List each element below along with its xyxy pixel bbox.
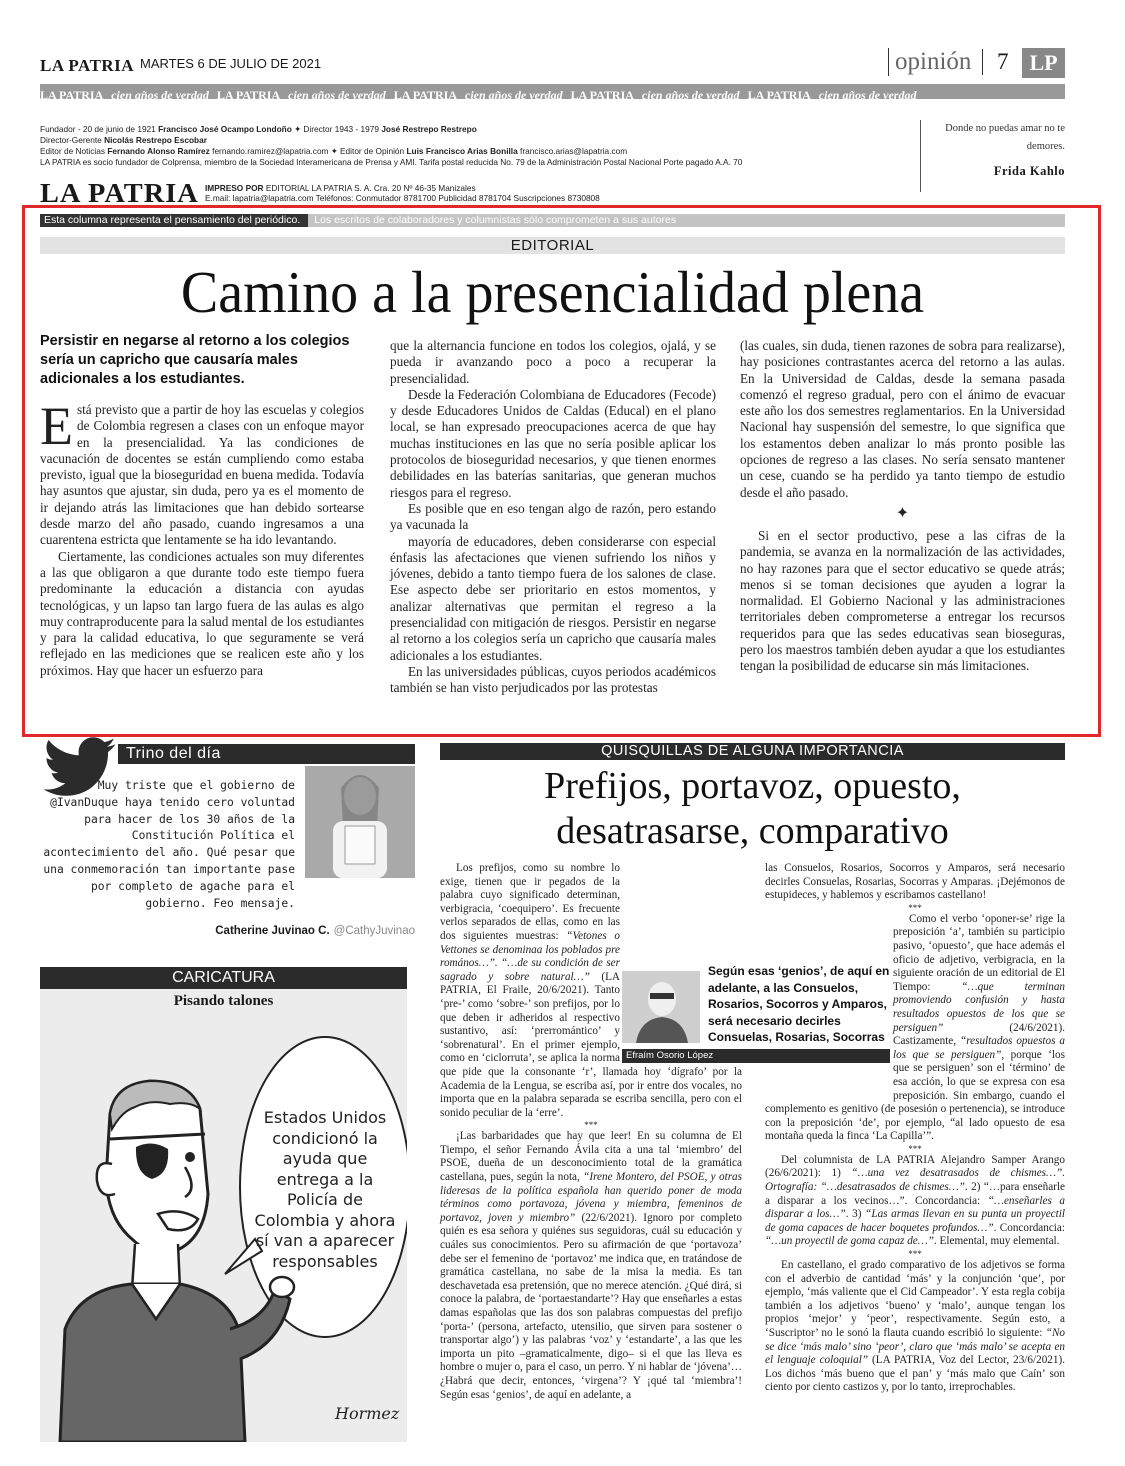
- tweet-author-name: Catherine Juvinao C.: [215, 925, 330, 937]
- editorial-deck: Persistir en negarse al retorno a los colegios sería un capricho que causaría males adicionales a los estudiantes.: [40, 333, 350, 387]
- column-paragraph: Los prefijos, como su nombre lo exige, tienen que ir pegados de la palabra cuyo significado determinan, verbigracia, ‘coequipero’. Es frecuente verlos separados de ellas, como en las dos siguientes muestras: “Vetones o Vettones se denominaa los poblados pre romános…”. “…de su condición de ser sagrado y sobre natural…” (LA PATRIA, El Fraile, 20/6/2021). Tanto ‘pre-’ como ‘sobre-’ son prefijos, por lo que deben ir adheridos al respectivo sustantivo, así: ‘prerromántico’ y ‘sobrenatural’. En el primer ejemplo, como en ‘ciclorruta’, se aplica la norma que pide que la consonante ‘r’, llamada hoy ‘dígrafo’ por la Academia de la Lengua, se escriba así, por ir entre dos vocales, no importa que en la palabra separada se escriba sencilla, pero con el sonido peculiar de la ‘erre’.: [440, 862, 742, 1119]
- column-paragraph: Del columnista de LA PATRIA Alejandro Samper Arango (26/6/2021): 1) “…una vez desatrasados de chismes…”. Ortografía: “…desatrasados de chismes…”. 2) “…para enseñarle a disparar a los vecinos…”. Concordancia: “…enseñarles a disparar a los…”. 3) “Las armas llevan en su punta un proyectil de goma capaces de hacer boquetes profundos…”. Concordancia: “…un proyectil de goma capaz de…”. Elemental, muy elemental.: [765, 1153, 1065, 1248]
- caricature-header: CARICATURA: [40, 967, 407, 989]
- column-paragraph: En castellano, el grado comparativo de los adjetivos se forma con el adverbio de cantidad ‘más’ y la conjunción ‘que’, por ejemplo, ‘más valiente que el Cid Campeador’. Y esta regla cobija también a los adjetivos ‘bueno’ y ‘malo’, aunque tengan los propios ‘mejor’ y ‘peor’, respectivamente. Según esto, a ‘Suscriptor’ no le sonó la flauta cuando escribió lo siguiente: “No se dice ‘más malo’ sino ‘peor’, claro que ‘más malo’ se acepta en el lenguaje coloquial” (LA PATRIA, Voz del Lector, 23/6/2021). Los dichos ‘más bueno que el pan’ y ‘más malo que Caín’ son ciento por ciento castizos y, por lo tanto, irreprochables.: [765, 1259, 1065, 1394]
- masthead: [40, 48, 1065, 84]
- quote-text: Donde no puedas amar no te demores.: [945, 123, 1065, 152]
- section-separator: ***: [908, 1249, 922, 1260]
- disclaimer-right: Los escritos de colaboradores y columnistas sólo comprometen a sus autores: [314, 214, 677, 226]
- section-separator: ***: [908, 902, 922, 913]
- column-title-line: Prefijos, portavoz, opuesto,: [544, 765, 961, 807]
- staff-credits: Fundador - 20 de junio de 1921 Francisco José Ocampo Londoño ✦ Director 1943 - 1979 José Restrepo Restrepo Director-Gerente Nicolás Restrepo Escobar Editor de Noticias Fernando Alonso Ramírez fernando.ramirez@lapatria.com ✦ Editor de Opinión Luis Francisco Arias Bonilla francisco.arias@lapatria.com LA PATRIA es socio fundador de Colprensa, miembro de la Sociedad Interamericana de Prensa y AMI. Tarifa postal reducida No. 79 de la Administración Postal Nacional Porte pagado A.A. 70: [40, 124, 743, 167]
- column-title: [440, 764, 1065, 854]
- tagline-motto: cien años de verdad: [288, 88, 386, 99]
- editorial-paragraph: Está previsto que a partir de hoy las escuelas y colegios de Colombia regresen a clases con un enfoque mayor en la presencialidad. Ya las condiciones de vacunación de docentes se están cumpliendo como estaba previsto, igual que la bioseguridad en buena medida. Todavía hay asuntos que ajustar, sin duda, pero ya es el momento de ir dejando atrás las limitaciones que han debido sortearse desde marzo del año pasado, cuando ingresamos a una cuarentena estricta que lentamente se ha ido levantando.: [40, 396, 364, 548]
- editorial-title: Camino a la presencialidad plena: [180, 260, 925, 326]
- editorial-column-2: [390, 338, 716, 697]
- lp-badge: LP: [1022, 48, 1065, 78]
- editorial-column-1: [40, 332, 364, 679]
- section-separator: ***: [584, 1120, 598, 1131]
- editorial-paragraph: Desde la Federación Colombiana de Educadores (Fecode) y desde Educadores Unidos de Caldas (Educal) en el plano local, se han expresado preocupaciones acerca de que hay muchas instituciones en las que no sería posible aplicar los protocolos de bioseguridad necesarios, y que tienen enormes debilidades en las baterías sanitarias, que generan muchos riesgos para el regreso.: [390, 386, 716, 500]
- tagline-logo: LA PATRIA: [216, 88, 281, 99]
- column-header: QUISQUILLAS DE ALGUNA IMPORTANCIA: [440, 743, 1065, 760]
- tagline-logo: LA PATRIA: [570, 88, 634, 99]
- section-separator: ***: [908, 1143, 922, 1154]
- quote-author: Frida Kahlo: [993, 164, 1065, 178]
- author-photo: [622, 971, 700, 1043]
- column-title-line: desatrasarse, comparativo: [556, 810, 949, 852]
- pull-quote-spacer: [765, 983, 893, 1093]
- page-number: 7: [982, 49, 1009, 75]
- tagline-motto: cien años de verdad: [641, 88, 740, 99]
- editorial-paragraph: Es posible que en eso tengan algo de razón, pero estando ya vacunada la: [390, 500, 716, 533]
- tagline-motto: cien años de verdad: [818, 88, 917, 99]
- imprint-logo: LA PATRIA: [40, 178, 199, 208]
- editorial-paragraph: mayoría de educadores, deben considerarse con especial énfasis las afectaciones que vienen sufriendo los niños y jóvenes, debido a tanto tiempo fuera de los salones de clase. Ese aspecto debe ser prioritario en estos momentos, y analizar alternativas que permitan el regreso a la presencialidad con mitigación de riesgos. Persistir en negarse al retorno a los colegios sería un capricho que causaría males adicionales a los estudiantes.: [390, 533, 716, 663]
- disclaimer-left: Esta columna representa el pensamiento del periódico.: [40, 214, 308, 227]
- tagline-logo: LA PATRIA: [393, 88, 458, 99]
- tweet-author: [40, 925, 415, 937]
- editorial-paragraph: Si en el sector productivo, pese a las cifras de la pandemia, se avanza en la normalización de las actividades, no hay razones para que el sector educativo se quede atrás; menos si se toman decisiones que ayuden a lograr la normalidad. El Gobierno Nacional y las administraciones territoriales deben comprometerse a entregar los recursos requeridos para que las sedes educativas sean bioseguras, pero los maestros también deben ayudar a que los estudiantes tengan la posibilidad de educarse sin más limitaciones.: [740, 527, 1065, 674]
- column-paragraph: ¡Las barbaridades que hay que leer! En su columna de El Tiempo, el señor Fernando Ávila cita a una tal ‘miembro’ del PSOE, dueña de un desconocimiento total de la gramática castellana, pues, según la nota, “Irene Montero, del PSOE, y otras lideresas de la política española han querido poner de moda términos como portavoza, jóvena y miembra, femeninos de portavoz, joven y miembro” (22/6/2021). Ignoro por completo quién es esa señora y quiénes sus seguidoras, cuál su educación y cuáles sus conocimientos. Pero su afirmación de que ‘portavoza’ debe ser el femenino de ‘portavoz’ me indica que, en tratándose de gramática castellana, no sabe de la misa la media. Es tan deschavetada esa pretensión, que no merece atención. ¿Qué dirá, si conoce la palabra, de ‘portaestandarte’? Hay que enseñarles a estas damas españolas que las dos son palabras compuestas del prefijo ‘porta-’ (persona, artefacto, utensilio, que sirven para sostener o transportar algo’) y las palabras ‘voz’ y ‘estandarte’, a las que les importa un pito –gramaticalmente, digo– si el que las lleva es hombre o mujer o, para el caso, un perro. Y ni hablar de ‘jóvena’… ¿Habrá que decir, entonces, ‘virgena’? Y ¡qué tal ‘miembra’! Según esas ‘genios’, de aquí en adelante, a: [440, 1130, 742, 1401]
- editorial-disclaimer-bar: [40, 214, 1065, 227]
- tagline-logo: LA PATRIA: [40, 88, 104, 99]
- tagline-logo: LA PATRIA: [747, 88, 811, 99]
- editorial-paragraph: Ciertamente, las condiciones actuales son muy diferentes a las que obligaron a que durante todo este tiempo fuera predominante la educación a distancia con ayudas tecnológicas, y un lapso tan largo fuera de las aulas es algo muy contraproducente para la salud mental de los estudiantes y para la calidad educativa, lo que seguramente se verá reflejado en las mediciones que se realicen este año y los próximos. Hay que hacer un esfuerzo para: [40, 548, 364, 678]
- pull-quote-text: Según esas ‘genios’, de aquí en adelante, a las Consuelos, Rosarios, Socorros y Amparos, será necesario decirles Consuelas, Rosarias, Socorras: [708, 964, 890, 1044]
- tagline-motto: cien años de verdad: [465, 88, 563, 99]
- tweet-author-handle: @CathyJuvinao: [333, 925, 415, 937]
- tweet-author-photo: [305, 766, 415, 878]
- column-text-1: [440, 862, 742, 1402]
- section-name: opinión: [888, 48, 971, 76]
- masthead-logo: LA PATRIA: [40, 56, 135, 75]
- cartoonist-signature: Hormez: [335, 1404, 400, 1423]
- tagline-bar: [40, 84, 1065, 99]
- tweet-header: Trino del día: [118, 744, 415, 764]
- drop-cap: E: [40, 396, 73, 456]
- tweet-text: Muy triste que el gobierno de @IvanDuque haya tenido cero voluntad para hacer de los 30 años de la Constitución Política el acontecimiento del año. Qué pesar que una conmemoración tan importante pase por completo de agache para el gobierno. Feo mensaje.: [43, 779, 295, 910]
- column-paragraph: las Consuelos, Rosarios, Socorros y Amparos, será necesario decirles Consuelas, Rosarias, Socorras y Amparas. ¡Dejémonos de estupideces, y hablemos y escribamos castellano!: [765, 862, 1065, 902]
- speech-bubble-text: Estados Unidos condicionó la ayuda que entrega a la Policía de Colombia y ahora sí van a aparecer responsables: [254, 1108, 396, 1271]
- separator-icon: ✦: [895, 504, 910, 522]
- masthead-date: MARTES 6 DE JULIO DE 2021: [140, 56, 322, 71]
- editorial-column-3: [740, 338, 1065, 675]
- editorial-label: EDITORIAL: [40, 237, 1065, 254]
- editorial-paragraph: que la alternancia funcione en todos los colegios, ojalá, y se pueda ir avanzando poco a poco a recuperar la presencialidad.: [390, 338, 716, 386]
- column-paragraph: Como el verbo ‘oponer-se’ rige la preposición ‘a’, también su participio pasivo, ‘opuesto’, que hace además el oficio de adjetivo, verbigracia, en la siguiente oración de un editorial de El Tiempo: “…que terminan promoviendo confusión y hasta resultados opuestos de los que se persiguen” (24/6/2021). Castizamente, “resultados opuestos a los que se persiguen”, porque ‘los que se persiguen’ son el ‘término’ de esa acción, lo que se expresa con esa preposición. Sin embargo, cuando el complemento es genitivo (de posesión o pertenencia), se introduce con la preposición ‘de’, por ejemplo, “al lado opuesto de esa montaña queda la finca ‘La Capilla’”.: [765, 912, 1066, 1143]
- caricature-title: Pisando talones: [173, 993, 274, 1009]
- author-caption: Efraím Osorio López: [622, 1049, 890, 1063]
- editorial-paragraph: En las universidades públicas, cuyos periodos académicos también se han visto perjudicados por las protestas: [390, 663, 716, 696]
- quote-box: [920, 120, 1065, 192]
- column-text-2: [765, 862, 1065, 1395]
- editorial-paragraph: (las cuales, sin duda, tienen razones de sobra para realizarse), hay posiciones contrastantes acerca del retorno a las aulas. En la Universidad de Caldas, desde la semana pasada comenzó el regreso gradual, pero con el ánimo de evacuar este año los dos semestres reglamentarios. En la Universidad Nacional hay suspensión del semestre, lo que significa que los estamentos deben analizar lo más pronto posible las opciones de regreso a las clases. No sería sensato mantener un cese, cuando se ha perdido ya tanto tiempo de estudio desde el año pasado.: [740, 338, 1065, 500]
- tagline-motto: cien años de verdad: [111, 88, 209, 99]
- imprint-text: IMPRESO POR EDITORIAL LA PATRIA S. A. Cra. 20 Nº 46-35 Manizales E.mail: lapatria@lapatria.com Teléfonos: Conmutador 8781700 Publicidad 8781704 Suscripciones 8730808: [205, 183, 600, 203]
